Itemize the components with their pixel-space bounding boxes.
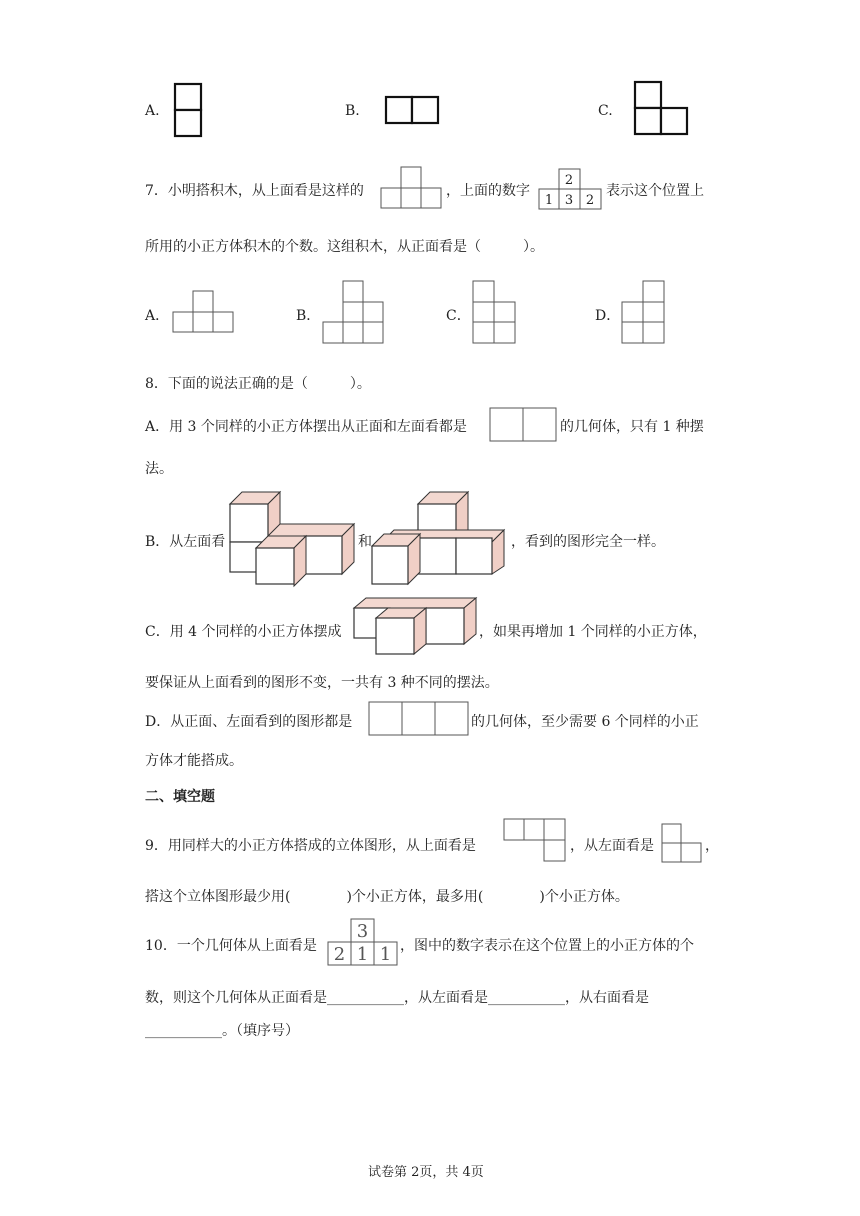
- q8-d-figure: [368, 701, 472, 737]
- q8-c-text-line2: 要保证从上面看到的图形不变，一共有 3 种不同的摆法。: [145, 675, 499, 691]
- q7-grid-b1: 1: [544, 193, 554, 208]
- q8-a-text-1: A．用 3 个同样的小正方体摆出从正面和左面看都是: [145, 419, 467, 435]
- q10-text-line2: 数，则这个几何体从正面看是___________，从左面看是___________，从右面看是: [145, 990, 649, 1006]
- q7-option-a-figure: [172, 290, 236, 334]
- q10-number-grid: [327, 918, 399, 968]
- q10-grid-b2: 1: [356, 944, 369, 965]
- q8-a-figure: [489, 407, 559, 443]
- q6-option-b-label: B.: [345, 103, 360, 119]
- q9-text-2: ，从左面看是: [570, 838, 654, 854]
- q8-d-text-1: D．从正面、左面看到的图形都是: [145, 714, 353, 730]
- q7-top-view-figure: [380, 166, 444, 210]
- q8-c-text-1: C．用 4 个同样的小正方体摆成: [145, 624, 342, 640]
- q6-option-c-figure: [634, 81, 692, 137]
- q8-c-text-2: ，如果再增加 1 个同样的小正方体，: [479, 624, 707, 640]
- q8-b-text-1: B．从左面看: [145, 534, 226, 550]
- q10-grid-b1: 2: [333, 944, 346, 965]
- q6-option-b-figure: [385, 96, 441, 126]
- q8-a-text-line2: 法。: [145, 461, 173, 477]
- q10-text-line3: ___________。（填序号）: [145, 1023, 299, 1039]
- q7-option-d-figure: [621, 280, 667, 346]
- q8-d-text-line2: 方体才能搭成。: [145, 753, 243, 769]
- q7-option-d-label: D．: [595, 308, 621, 324]
- q7-text-line2: 所用的小正方体积木的个数。这组积木，从正面看是（ ）。: [145, 239, 544, 255]
- q7-option-a-label: A．: [145, 308, 170, 324]
- q10-grid-top: 3: [356, 921, 369, 942]
- q7-grid-top: 2: [564, 173, 574, 188]
- q10-grid-b3: 1: [379, 944, 392, 965]
- q8-stem: 8．下面的说法正确的是（ ）。: [145, 376, 371, 392]
- q6-option-a-label: A.: [145, 103, 160, 119]
- q7-option-c-label: C．: [446, 308, 471, 324]
- q8-b-figure-2: [370, 490, 510, 586]
- q7-text-3: 表示这个位置上: [606, 183, 704, 199]
- q9-left-view-figure: [661, 823, 707, 865]
- q8-b-figure-1: [228, 490, 356, 586]
- page-footer: 试卷第 2页，共 4页: [368, 1165, 484, 1180]
- q8-b-text-2: ，看到的图形完全一样。: [511, 534, 665, 550]
- q7-text-1: 7．小明搭积木，从上面看是这样的: [145, 183, 364, 199]
- q6-option-c-label: C.: [598, 103, 613, 119]
- q6-option-a-figure: [174, 83, 204, 139]
- q7-text-2: ，上面的数字: [446, 183, 530, 199]
- q7-option-b-label: B．: [296, 308, 321, 324]
- q7-option-c-figure: [472, 280, 518, 346]
- q8-a-text-2: 的几何体，只有 1 种摆: [560, 419, 704, 435]
- q7-option-b-figure: [322, 280, 386, 346]
- section-title: 二、填空题: [145, 789, 215, 805]
- q9-top-view-figure: [503, 818, 569, 864]
- q8-c-figure: [352, 596, 478, 656]
- q8-b-text-and: 和: [358, 534, 372, 550]
- q7-grid-b3: 2: [585, 193, 595, 208]
- q7-grid-b2: 3: [564, 193, 574, 208]
- q8-d-text-2: 的几何体，至少需要 6 个同样的小正: [471, 714, 699, 730]
- q7-number-grid: [538, 168, 604, 212]
- q10-text-2: ，图中的数字表示在这个位置上的小正方体的个: [400, 938, 694, 954]
- q9-text-3: ，: [705, 838, 719, 854]
- q10-text-1: 10．一个几何体从上面看是: [145, 938, 317, 954]
- q9-text-line2: 搭这个立体图形最少用( )个小正方体，最多用( )个小正方体。: [145, 889, 629, 905]
- q9-text-1: 9．用同样大的小正方体搭成的立体图形，从上面看是: [145, 838, 476, 854]
